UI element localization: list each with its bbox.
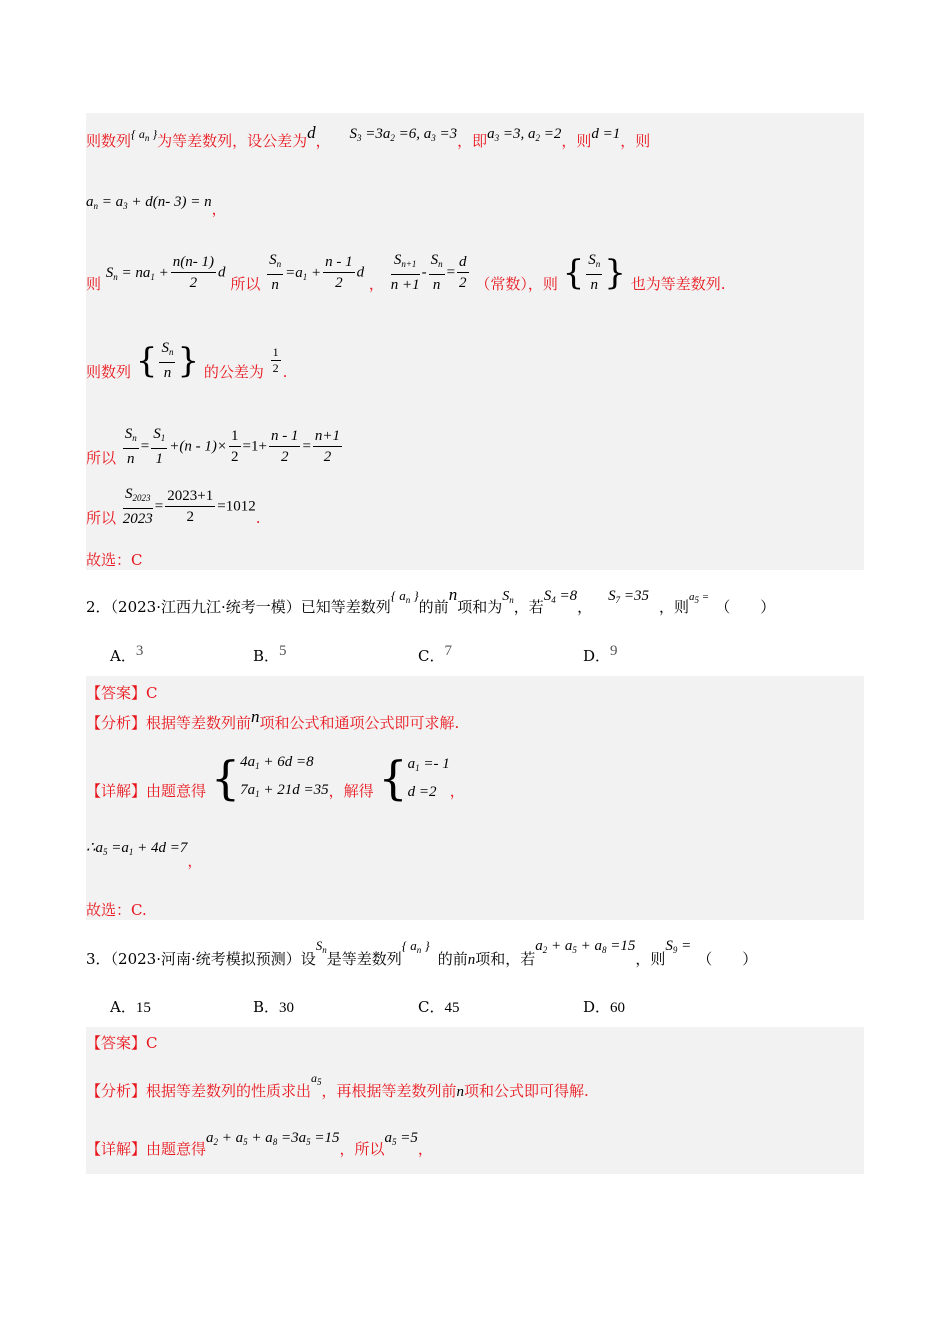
q2-option-b[interactable]: B．5 bbox=[253, 643, 287, 665]
sequence-a-n: { $a_n$ } bbox=[131, 127, 158, 143]
q3-option-a[interactable]: A．15 bbox=[110, 998, 151, 1016]
q2-therefore: $\therefore a_5 =a_1 + 4d =7$， bbox=[86, 840, 203, 870]
q2-option-d[interactable]: D．9 bbox=[583, 643, 618, 665]
q3-answer: 【答案】C bbox=[86, 1034, 158, 1052]
question-2-stem: 2．（2023·江西九江·统考一模）已知等差数列{ $a_n$ }的前n项和为$S_n$，若$S_4 =8$，$S_7 =35$，则$a_5$ =（ ） bbox=[86, 585, 776, 616]
q3-detail: 【详解】由题意得$a_2 + a_5 + a_8 =3a_5 =15$，所以$a_5 =5$， bbox=[86, 1130, 433, 1158]
solution-line-1: 则数列{ $a_n$ }为等差数列，设公差为d， $S_3 =3a_2 =6$, $a_3 =3$，即$a_3 =3$, $a_2 =2$，则d =1，则 bbox=[86, 123, 651, 150]
solution-line-6: 所以 $\frac{S_{2023}}{2023}$ = $\frac{2023+1}{2}$ =1012. bbox=[86, 486, 261, 527]
solution-line-4: 则数列 { $\frac{S_n}{n}$ } 的公差为 $\frac{1}{2}$ . bbox=[86, 340, 288, 381]
q2-answer: 【答案】C bbox=[86, 684, 158, 702]
q3-option-c[interactable]: C．45 bbox=[418, 998, 460, 1016]
q2-option-c[interactable]: C．7 bbox=[418, 643, 452, 665]
solution-line-2: $a_n = a_3 + d(n-$ 3) = n， bbox=[86, 194, 227, 218]
solution-choice-1: 故选：C bbox=[86, 551, 143, 569]
q3-analysis: 【分析】根据等差数列的性质求出$a_5$，再根据等差数列前n项和公式即可得解. bbox=[86, 1071, 589, 1100]
q2-analysis: 【分析】根据等差数列前n项和公式和通项公式即可求解. bbox=[86, 707, 460, 732]
q2-choice: 故选：C. bbox=[86, 901, 147, 919]
question-3-stem: 3．（2023·河南·统考模拟预测）设$S_n$是等差数列{ $a_n$ }的前n项和，若$a_2 + a_5 + a_8 =15$，则$S_9$ =（ ） bbox=[86, 938, 758, 968]
q3-option-d[interactable]: D．60 bbox=[583, 998, 626, 1016]
solution-line-3: 则 $S_n = na_1$ + $\frac{n(n- 1)}{2}$ d 所以 $\frac{S_n}{n}$ $=a_1$ + $\frac{n - 1}{2}$ d ， $\frac{S_{n+1}}{n +1}$ - $\frac{S_n}{n}$ = $\frac{d}{2}$ （常数），则 { $\frac{S_n}{n}$ } 也为等差数列. bbox=[86, 252, 726, 293]
q2-option-a[interactable]: A．3 bbox=[110, 643, 144, 665]
solution-line-5: 所以 $\frac{S_n}{n}$ = $\frac{S_1}{1}$ +(n - 1)× $\frac{1}{2}$ =1+ $\frac{n - 1}{2}$ = $\frac{n+1}{2}$ bbox=[86, 426, 341, 467]
q2-detail: 【详解】由题意得 { $4a_1 + 6d =8$ $7a_1 + 21d =35$ ，解得 { $a_1 =- 1$ d =2 ， bbox=[86, 751, 465, 805]
formula-an: $a_n = a_3 + d(n-$ 3) = n bbox=[86, 194, 212, 211]
q3-option-b[interactable]: B．30 bbox=[253, 998, 295, 1016]
